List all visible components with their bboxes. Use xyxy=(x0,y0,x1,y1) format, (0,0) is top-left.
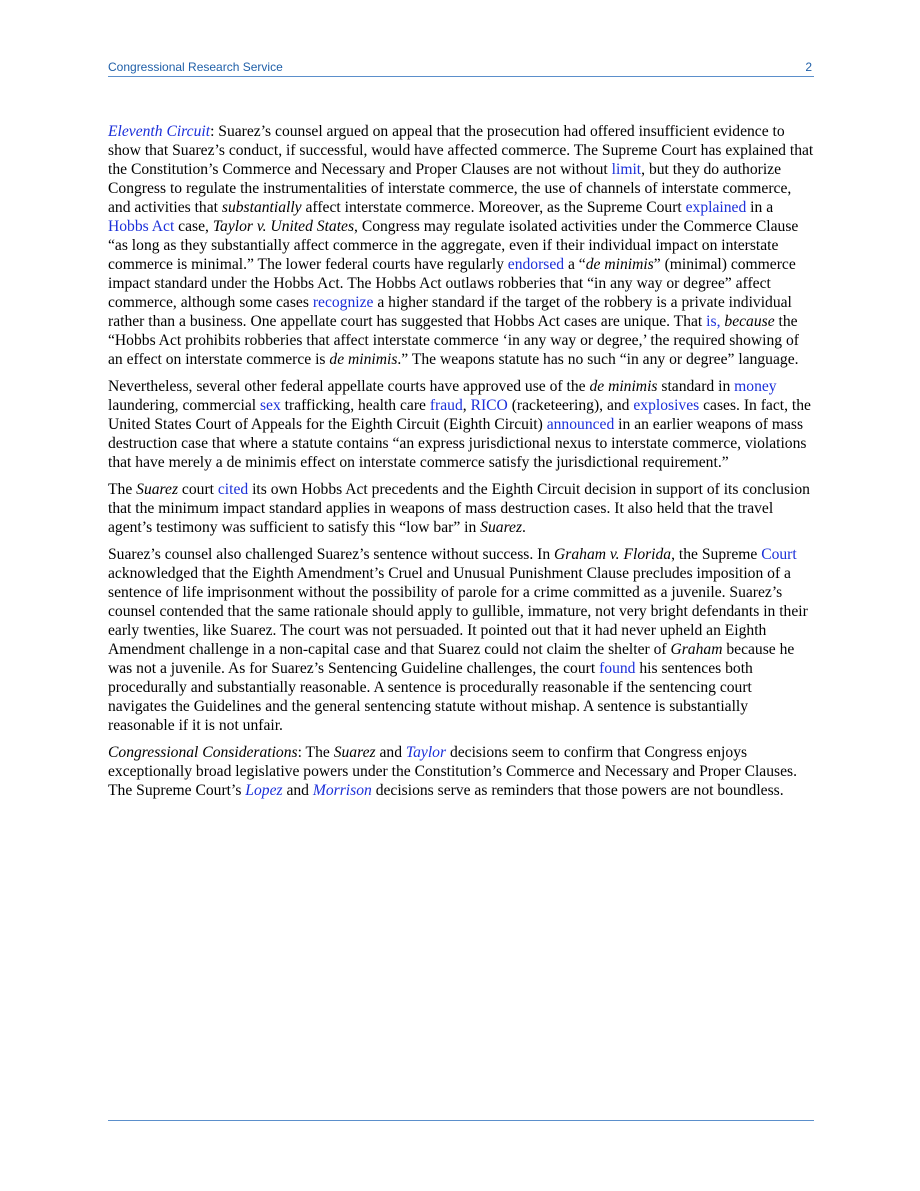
text-run: and xyxy=(282,782,313,799)
text-run: decisions seem to confirm that Congress enjoys exceptionally broad legislative powers under the Constitution’s Commerce and Necessary and Proper Clauses. The Supreme Court’s xyxy=(108,744,797,799)
text-run: , but they do authorize Congress to regulate the instrumentalities of interstate commerce, the use of channels of interstate commerce, and activities that xyxy=(108,161,792,216)
text-run: and xyxy=(375,744,406,761)
text-run: because he was not a juvenile. As for Suarez’s Sentencing Guideline challenges, the court xyxy=(108,641,795,677)
link-money[interactable]: money xyxy=(734,378,777,395)
case-name-graham-v-florida: Graham v. Florida xyxy=(554,546,672,563)
text-run: trafficking, health care xyxy=(280,397,430,414)
document-body xyxy=(108,122,814,808)
text-run: decisions serve as reminders that those powers are not boundless. xyxy=(371,782,784,799)
link-eleventh-circuit[interactable]: Eleventh Circuit xyxy=(108,123,211,140)
emphasis-de-minimis: de minimis xyxy=(585,256,654,273)
link-limit[interactable]: limit xyxy=(611,161,642,178)
link-lopez[interactable]: Lopez xyxy=(245,782,283,799)
text-run: in an earlier weapons of mass destruction case that where a statute contains “an express jurisdictional nexus to interstate commerce, violations that have merely a de minimis effect on interstate commerce satisfy the jurisdictional requirement.” xyxy=(108,416,807,471)
emphasis-substantially: substantially xyxy=(221,199,302,216)
text-run: : The xyxy=(297,744,334,761)
emphasis-because: because xyxy=(724,313,775,330)
text-run: , the Supreme xyxy=(671,546,762,563)
section-lead-congressional-considerations: Congressional Considerations xyxy=(108,744,298,761)
link-recognize[interactable]: recognize xyxy=(312,294,374,311)
text-run: (racketeering), and xyxy=(507,397,634,414)
text-run: .” The weapons statute has no such “in any or degree” language. xyxy=(397,351,799,368)
emphasis-de-minimis: de minimis xyxy=(329,351,398,368)
link-court[interactable]: Court xyxy=(761,546,797,563)
paragraph-suarez-court xyxy=(108,480,814,537)
case-name-taylor: Taylor v. United States xyxy=(212,218,355,235)
page-number: 2 xyxy=(805,60,812,74)
link-announced[interactable]: announced xyxy=(546,416,615,433)
link-found[interactable]: found xyxy=(599,660,636,677)
text-run: Suarez’s counsel also challenged Suarez’s sentence without success. In xyxy=(108,546,555,563)
case-name-graham: Graham xyxy=(670,641,723,658)
paragraph-other-courts xyxy=(108,377,814,472)
text-run: his sentences both procedurally and substantially reasonable. A sentence is procedurally reasonable if the sentencing court navigates the Guidelines and the general sentencing statute without mishap. A sentence is substantially reasonable if it is not unfair. xyxy=(108,660,753,734)
link-cited[interactable]: cited xyxy=(217,481,249,498)
link-endorsed[interactable]: endorsed xyxy=(507,256,565,273)
text-run: : Suarez’s counsel argued on appeal that the prosecution had offered insufficient evidence to show that Suarez’s conduct, if successful, would have affected commerce. The Supreme Court has explained that the Constitution’s Commerce and Necessary and Proper Clauses are not without xyxy=(108,123,814,178)
paragraph-sentence-challenge xyxy=(108,545,814,735)
header-publisher: Congressional Research Service xyxy=(108,60,283,74)
text-run: acknowledged that the Eighth Amendment’s Cruel and Unusual Punishment Clause precludes imposition of a sentence of life imprisonment without the possibility of parole for a crime committed as a juvenile. Suarez’s counsel contended that the same rationale should apply to gullible, immature, not very bright defendants in their early twenties, like Suarez. The court was not persuaded. It pointed out that it had never upheld an Eighth Amendment challenge in a non-capital case and that Suarez could not claim the shelter of xyxy=(108,565,808,658)
paragraph-congressional-considerations xyxy=(108,743,814,800)
link-rico[interactable]: RICO xyxy=(470,397,508,414)
text-run: a higher standard if the target of the robbery is a private individual rather than a business. One appellate court has suggested that Hobbs Act cases are unique. That xyxy=(108,294,792,330)
header-rule xyxy=(108,76,814,77)
case-name-suarez: Suarez xyxy=(136,481,179,498)
link-taylor[interactable]: Taylor xyxy=(405,744,447,761)
text-run: The xyxy=(108,481,137,498)
text-run: the “Hobbs Act prohibits robberies that affect interstate commerce ‘in any way or degree,’ the required showing of an effect on interstate commerce is xyxy=(108,313,799,368)
text-run: ” (minimal) commerce impact standard under the Hobbs Act. The Hobbs Act outlaws robberies that “in any way or degree” affect commerce, although some cases xyxy=(108,256,796,311)
link-explained[interactable]: explained xyxy=(685,199,747,216)
text-run: a “ xyxy=(564,256,586,273)
link-fraud[interactable]: fraud xyxy=(429,397,463,414)
page-header xyxy=(108,58,814,76)
link-is[interactable]: is, xyxy=(706,313,721,330)
emphasis-de-minimis: de minimis xyxy=(589,378,658,395)
link-explosives[interactable]: explosives xyxy=(633,397,700,414)
text-run: , xyxy=(462,397,471,414)
link-morrison[interactable]: Morrison xyxy=(312,782,372,799)
paragraph-eleventh-circuit xyxy=(108,122,814,369)
text-run: , Congress may regulate isolated activities under the Commerce Clause “as long as they substantially affect commerce in the aggregate, even if their individual impact on interstate commerce is minimal.” The lower federal courts have regularly xyxy=(108,218,799,273)
text-run: its own Hobbs Act precedents and the Eighth Circuit decision in support of its conclusion that the minimum impact standard applies in weapons of mass destruction cases. It also held that the travel agent’s testimony was sufficient to satisfy this “low bar” in xyxy=(108,481,810,536)
link-hobbs-act[interactable]: Hobbs Act xyxy=(108,218,175,235)
text-run: affect interstate commerce. Moreover, as the Supreme Court xyxy=(301,199,686,216)
footer-rule xyxy=(108,1120,814,1121)
text-run: cases. In fact, the United States Court of Appeals for the Eighth Circuit (Eighth Circuit) xyxy=(108,397,811,433)
link-sex[interactable]: sex xyxy=(259,397,281,414)
text-run: laundering, commercial xyxy=(108,397,260,414)
text-run: case, xyxy=(174,218,213,235)
text-run: court xyxy=(178,481,218,498)
case-name-suarez: Suarez xyxy=(333,744,376,761)
text-run: standard in xyxy=(657,378,735,395)
text-run: . xyxy=(522,519,526,536)
case-name-suarez: Suarez xyxy=(480,519,523,536)
text-run: Nevertheless, several other federal appellate courts have approved use of the xyxy=(108,378,590,395)
text-run: in a xyxy=(746,199,774,216)
